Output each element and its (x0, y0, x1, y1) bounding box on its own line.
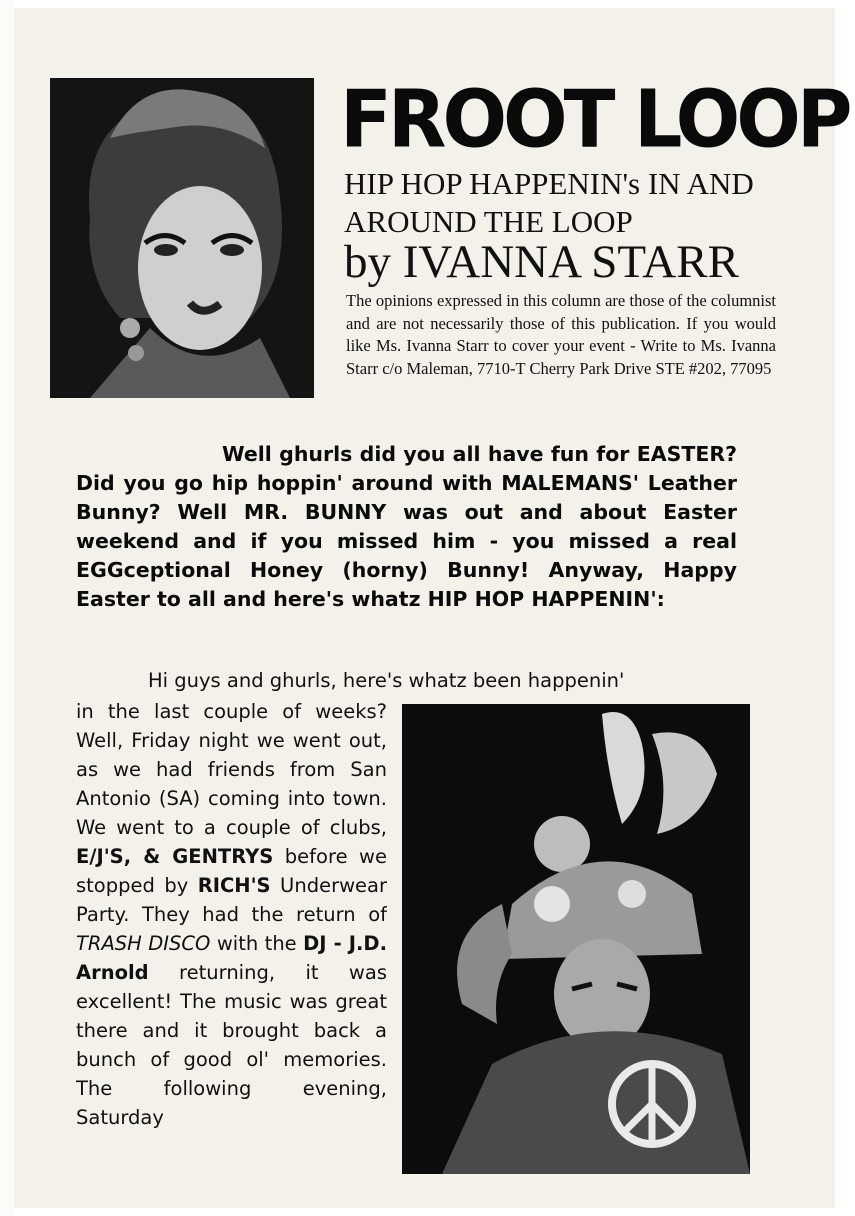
dj-name: DJ - J.D. Arnold (76, 932, 387, 984)
disclaimer-text: The opinions expressed in this column are those of the columnist and are not necessarily those of this publication. If you would like Ms. Ivanna Starr to cover your event - Write to Ms. Ivanna Starr c/o Maleman, 7710-T Cherry Park Drive STE #202, 77095 (346, 291, 776, 378)
body-text-1: in the last couple of weeks? Well, Friday night we went out, as we had friends from San Antonio (SA) coming into town. We went to a couple of clubs, (76, 700, 387, 839)
bunny-costume-photo (402, 704, 750, 1174)
page-edge (0, 0, 14, 1216)
column-title: FROOT LOOP (340, 72, 849, 166)
event-name: TRASH DISCO (76, 932, 211, 955)
column-byline: by IVANNA STARR (344, 236, 739, 288)
lead-line: Hi guys and ghurls, here's whatz been happenin' (148, 669, 625, 692)
column-subtitle: HIP HOP HAPPENIN's IN AND AROUND THE LOOP (344, 166, 754, 239)
body-text-5: returning, it was excellent! The music was great there and it brought back a bunch of good ol' memories. The following evening, Saturday (76, 961, 387, 1129)
body-text-4: with the (210, 932, 304, 955)
intro-paragraph: Well ghurls did you all have fun for EASTER? Did you go hip hoppin' around with MALEMANS' Leather Bunny? Well MR. BUNNY was out and about Easter weekend and if you missed him - you missed a real EGGceptional Honey (horny) Bunny! Anyway, Happy Easter to all and here's whatz HIP HOP HAPPENIN': (76, 442, 737, 611)
body-text-2: before we stopped by (76, 845, 387, 897)
columnist-photo (50, 78, 314, 398)
club-names: E/J'S, & GENTRYS (76, 845, 274, 868)
venue-name: RICH'S (197, 874, 271, 897)
body-text-3: Underwear Party. They had the return of (76, 874, 387, 926)
body-column (76, 697, 387, 1197)
